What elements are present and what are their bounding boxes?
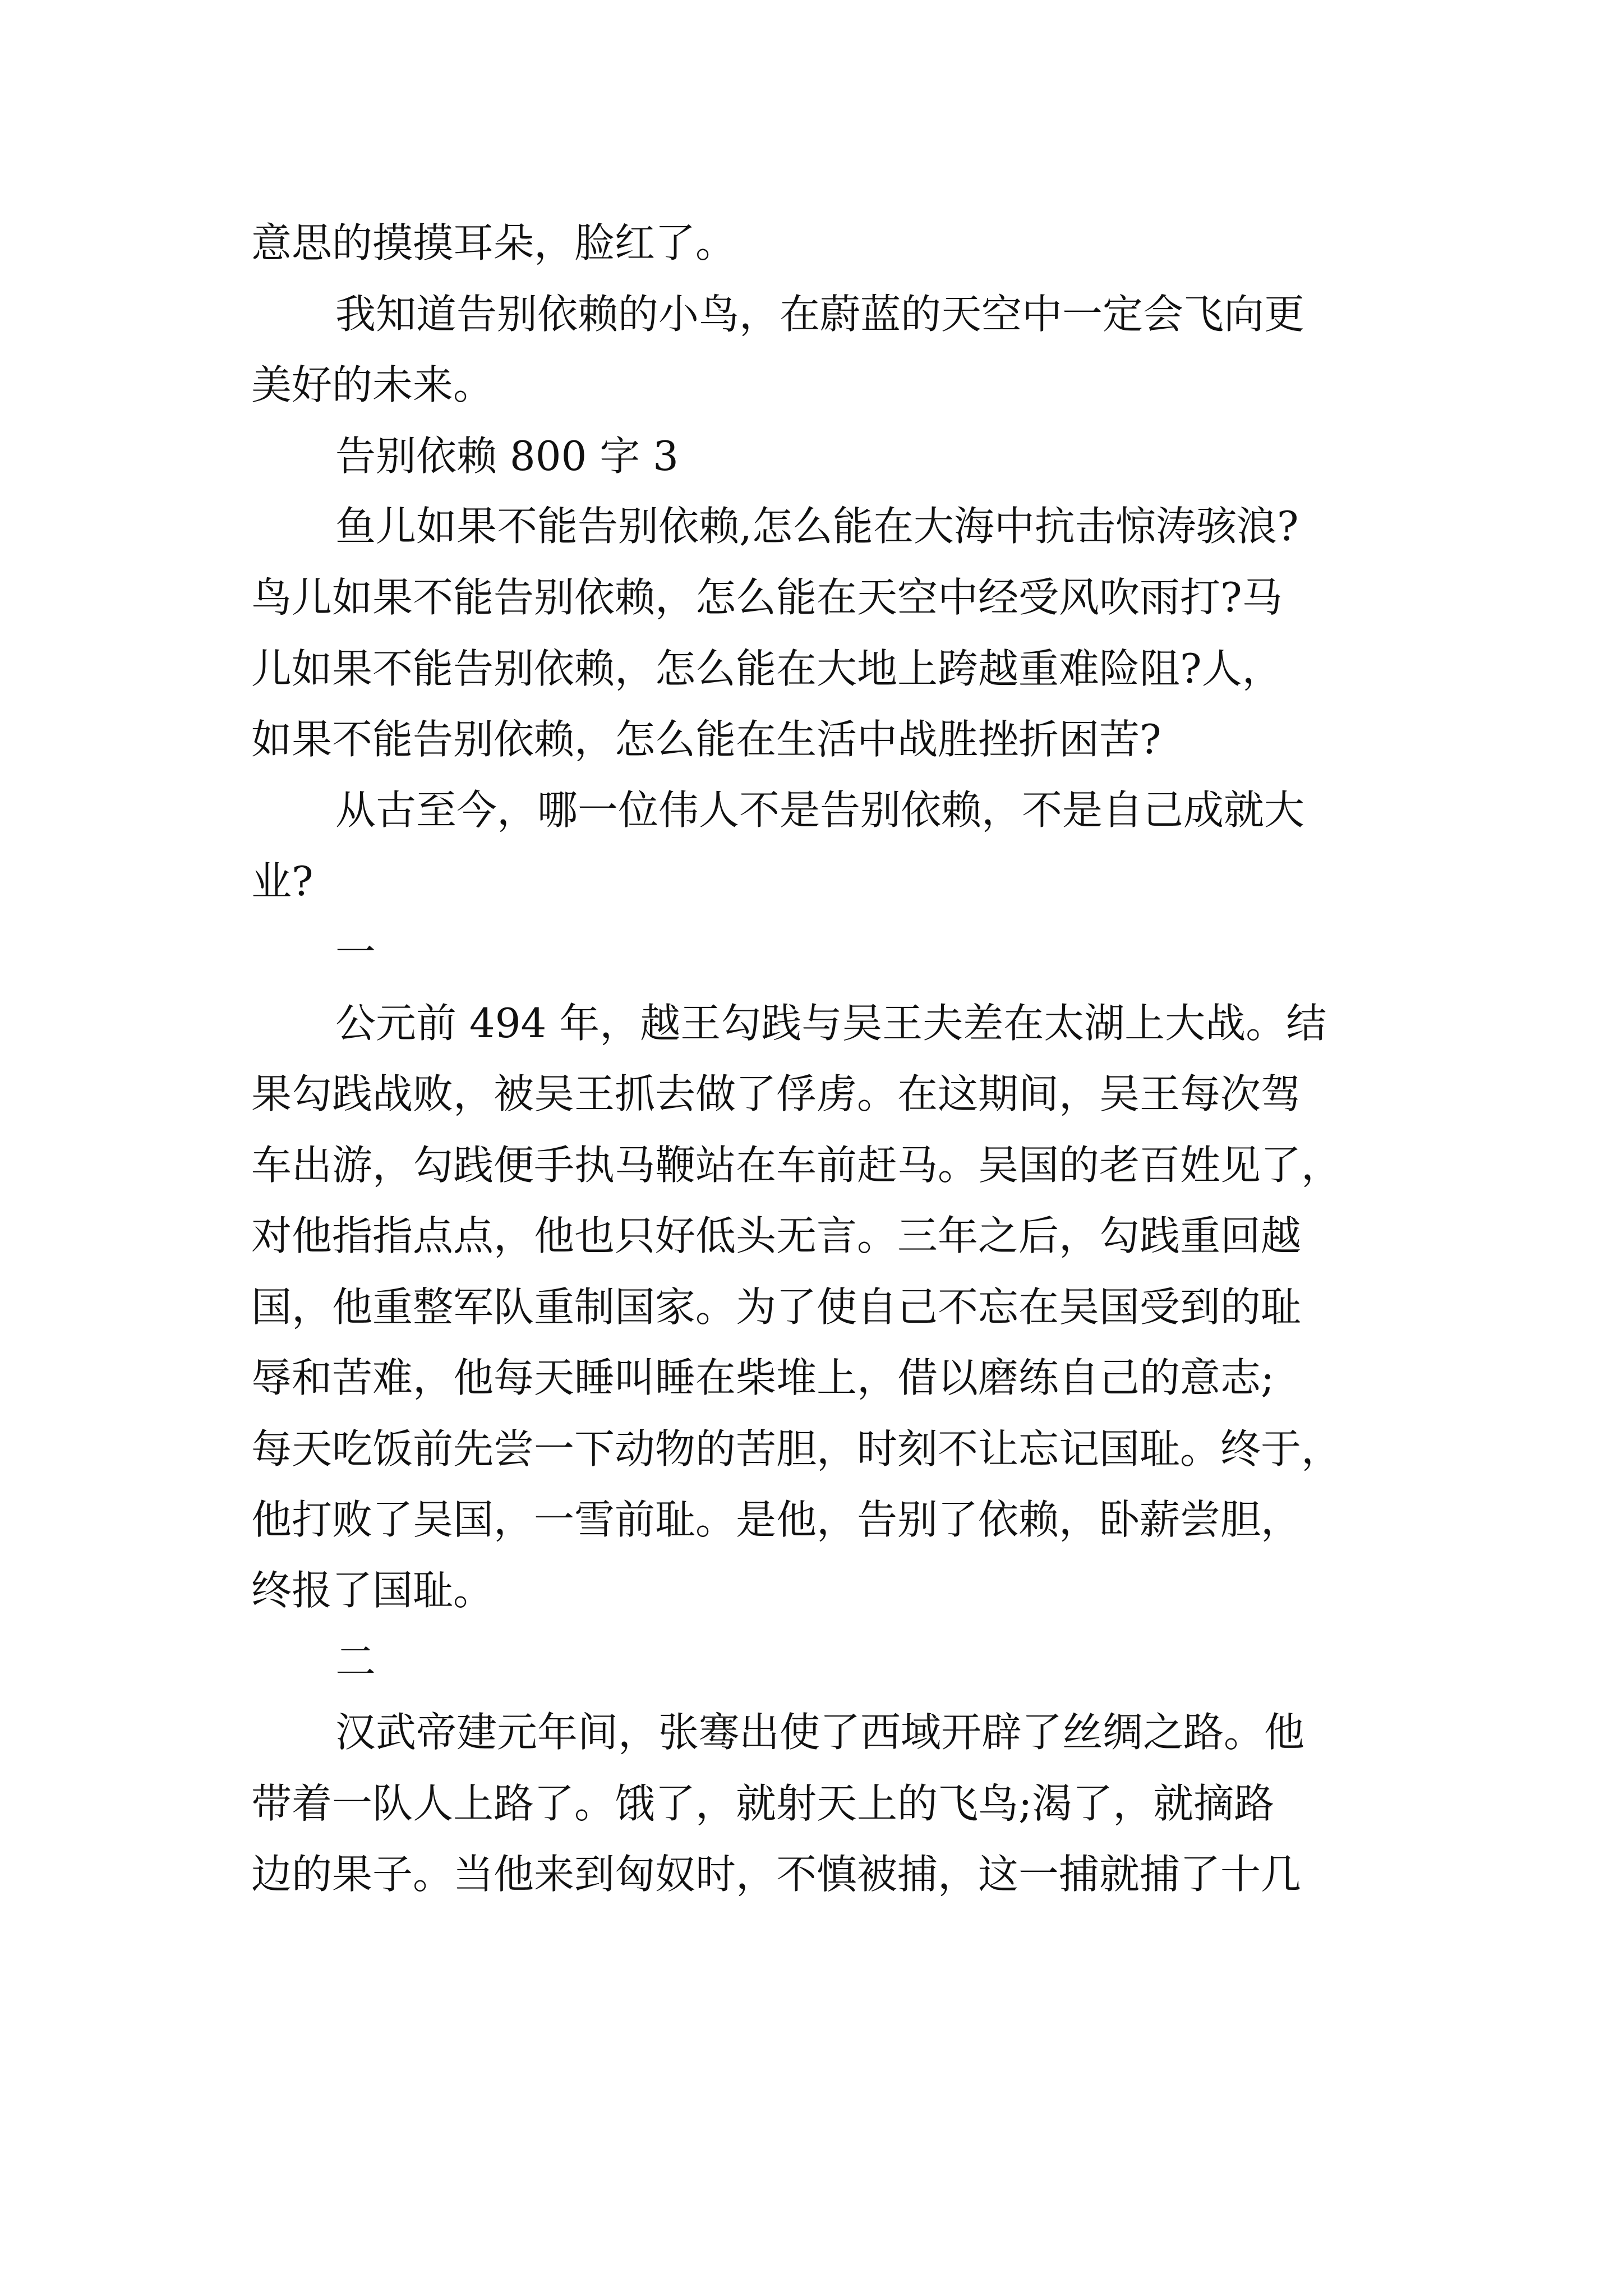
paragraph-line: 如果不能告别依赖，怎么能在生活中战胜挫折困苦? [251, 716, 1161, 763]
paragraph-line: 国，他重整军队重制国家。为了使自己不忘在吴国受到的耻 [251, 1283, 1302, 1331]
paragraph-line: 儿如果不能告别依赖，怎么能在大地上跨越重难险阻?人， [251, 645, 1283, 692]
section-number: 二 [335, 1638, 376, 1685]
paragraph-line: 汉武帝建元年间，张骞出使了西域开辟了丝绸之路。他 [335, 1709, 1305, 1756]
paragraph-line: 意思的摸摸耳朵，脸红了。 [251, 219, 736, 266]
paragraph-line: 对他指指点点，他也只好低头无言。三年之后，勾践重回越 [251, 1212, 1302, 1259]
paragraph-line: 边的果子。当他来到匈奴时，不慎被捕，这一捕就捕了十几 [251, 1851, 1302, 1898]
paragraph-line: 每天吃饭前先尝一下动物的苦胆，时刻不让忘记国耻。终于， [251, 1425, 1342, 1473]
paragraph-line: 带着一队人上路了。饿了，就射天上的飞鸟;渴了，就摘路 [251, 1780, 1275, 1827]
paragraph-line: 美好的未来。 [251, 361, 494, 408]
paragraph-line: 公元前 494 年，越王勾践与吴王夫差在太湖上大战。结 [335, 1000, 1327, 1047]
section-number: 一 [335, 929, 376, 976]
paragraph-line: 果勾践战败，被吴王抓去做了俘虏。在这期间，吴王每次驾 [251, 1070, 1302, 1117]
paragraph-line: 终报了国耻。 [251, 1567, 494, 1614]
paragraph-line: 我知道告别依赖的小鸟，在蔚蓝的天空中一定会飞向更 [335, 291, 1305, 338]
paragraph-line: 从古至今，哪一位伟人不是告别依赖，不是自己成就大 [335, 786, 1305, 834]
paragraph-line: 车出游，勾践便手执马鞭站在车前赶马。吴国的老百姓见了， [251, 1142, 1342, 1189]
heading-line: 告别依赖 800 字 3 [335, 432, 679, 480]
paragraph-line: 鱼儿如果不能告别依赖,怎么能在大海中抗击惊涛骇浪? [335, 503, 1299, 550]
paragraph-line: 鸟儿如果不能告别依赖，怎么能在天空中经受风吹雨打?马 [251, 574, 1283, 621]
paragraph-line: 业? [251, 858, 313, 905]
paragraph-line: 辱和苦难，他每天睡叫睡在柴堆上，借以磨练自己的意志; [251, 1354, 1275, 1401]
paragraph-line: 他打败了吴国，一雪前耻。是他，告别了依赖，卧薪尝胆， [251, 1496, 1302, 1543]
